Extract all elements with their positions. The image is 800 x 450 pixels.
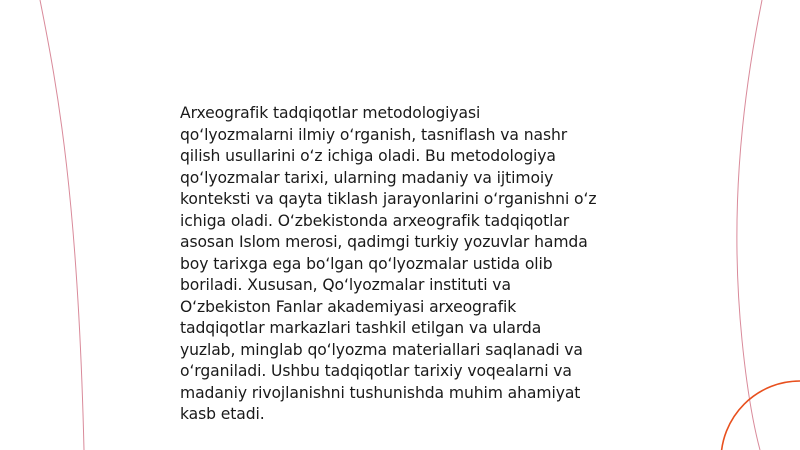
orange-ring-decoration [721,381,800,450]
right-arc-decoration [737,0,762,450]
body-paragraph: Arxeografik tadqiqotlar metodologiyasi qo‘lyozmalarni ilmiy o‘rganish, tasniflash va nashr qilish usullarini o‘z ichiga oladi. Bu metodologiya qo‘lyozmalar tarixi, ularning madaniy va ijtimoiy konteksti va qayta tiklash jarayonlarini o‘rganishni o‘z ichiga oladi. O‘zbekistonda arxeografik tadqiqotlar asosan Islom merosi, qadimgi turkiy yozuvlar hamda boy tarixga ega bo‘lgan qo‘lyozmalar ustida olib boriladi. Xususan, Qo‘lyozmalar instituti va O‘zbekiston Fanlar akademiyasi arxeografik tadqiqotlar markazlari tashkil etilgan va ularda yuzlab, minglab qo‘lyozma materiallari saqlanadi va o‘rganiladi. Ushbu tadqiqotlar tarixiy voqealarni va madaniy rivojlanishni tushunishda muhim ahamiyat kasb etadi. [180,104,597,423]
left-arc-decoration [40,0,84,450]
